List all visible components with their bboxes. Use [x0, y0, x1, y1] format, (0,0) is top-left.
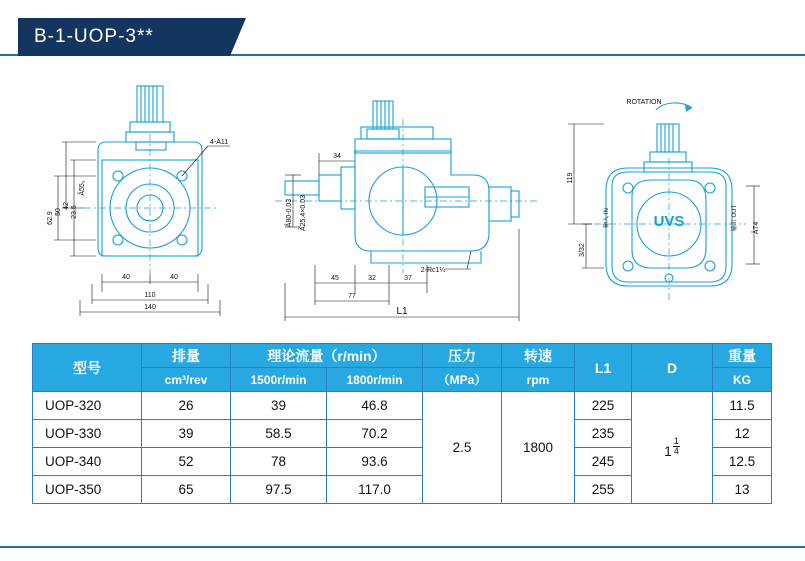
table-header-row-1	[33, 344, 772, 368]
header-arrow-shape	[230, 18, 246, 56]
svg-text:23.5: 23.5	[71, 205, 78, 219]
col-model: 型号	[33, 344, 142, 392]
cell-l1: 255	[575, 476, 632, 504]
col-pressure: 压力	[423, 344, 502, 368]
cell-model: UOP-330	[33, 420, 142, 448]
cell-displacement: 39	[142, 420, 231, 448]
svg-text:UVS: UVS	[653, 213, 685, 230]
page-title: B-1-UOP-3**	[18, 18, 230, 56]
spec-table	[32, 343, 772, 504]
svg-text:45: 45	[331, 275, 339, 282]
col-displacement-unit: cm³/rev	[142, 368, 231, 392]
d-fraction	[673, 437, 680, 456]
col-speed-unit: rpm	[502, 368, 575, 392]
svg-text:119: 119	[567, 172, 574, 184]
d-whole: 1	[664, 443, 672, 459]
col-flow: 理论流量（r/min）	[231, 344, 423, 368]
footer-divider	[0, 546, 805, 548]
svg-text:Â25.4×0.03: Â25.4×0.03	[300, 194, 307, 232]
col-flow-1800: 1800r/min	[327, 368, 423, 392]
svg-text:37: 37	[404, 275, 412, 282]
cell-displacement: 65	[142, 476, 231, 504]
cell-model: UOP-350	[33, 476, 142, 504]
svg-text:34: 34	[333, 153, 341, 160]
cell-flow-1800: 93.6	[327, 448, 423, 476]
cell-flow-1800: 117.0	[327, 476, 423, 504]
col-pressure-unit: （MPa）	[423, 368, 502, 392]
cell-l1: 225	[575, 392, 632, 420]
cell-flow-1800: 70.2	[327, 420, 423, 448]
svg-text:40: 40	[170, 274, 178, 281]
spec-table-head	[33, 344, 772, 392]
cell-weight: 13	[713, 476, 772, 504]
cell-model: UOP-320	[33, 392, 142, 420]
svg-text:2-Rc1¼: 2-Rc1¼	[420, 267, 446, 274]
svg-text:4-Ä11: 4-Ä11	[210, 139, 229, 146]
cell-flow-1500: 39	[231, 392, 327, 420]
cell-displacement: 26	[142, 392, 231, 420]
col-weight: 重量	[713, 344, 772, 368]
svg-text:32: 32	[368, 275, 376, 282]
svg-text:Â74: Â74	[753, 221, 760, 235]
cell-flow-1800: 46.8	[327, 392, 423, 420]
spec-table-body	[33, 392, 772, 504]
cell-flow-1500: 97.5	[231, 476, 327, 504]
col-displacement: 排量	[142, 344, 231, 368]
cell-weight: 12.5	[713, 448, 772, 476]
cell-flow-1500: 78	[231, 448, 327, 476]
rear-view-drawing	[560, 68, 790, 318]
svg-text:Â80-0.03: Â80-0.03	[286, 198, 293, 228]
svg-text:40: 40	[122, 274, 130, 281]
svg-text:Â55₃: Â55₃	[79, 180, 86, 196]
svg-text:ROTATION: ROTATION	[626, 99, 662, 106]
svg-text:50: 50	[55, 208, 62, 216]
cell-flow-1500: 58.5	[231, 420, 327, 448]
cell-l1: 245	[575, 448, 632, 476]
cell-l1: 235	[575, 420, 632, 448]
svg-text:110: 110	[144, 292, 156, 299]
col-l1: L1	[575, 344, 632, 392]
cell-d	[632, 392, 713, 504]
table-row	[33, 392, 772, 420]
d-denominator: 4	[673, 445, 679, 456]
cell-displacement: 52	[142, 448, 231, 476]
cell-model: UOP-340	[33, 448, 142, 476]
front-view-drawing	[40, 78, 260, 328]
cell-weight: 12	[713, 420, 772, 448]
col-speed: 转速	[502, 344, 575, 368]
cell-speed: 1800	[502, 392, 575, 504]
svg-text:3/32: 3/32	[579, 243, 586, 257]
d-numerator: 1	[673, 435, 679, 446]
cell-pressure: 2.5	[423, 392, 502, 504]
cell-weight: 11.5	[713, 392, 772, 420]
svg-text:62.9: 62.9	[47, 211, 54, 225]
svg-text:L1: L1	[396, 306, 408, 317]
svg-text:140: 140	[144, 304, 156, 311]
section-view-drawing	[275, 83, 545, 333]
col-weight-unit: KG	[713, 368, 772, 392]
svg-text:42: 42	[63, 202, 70, 210]
svg-text:输出 OUT: 输出 OUT	[732, 204, 738, 232]
col-d: D	[632, 344, 713, 392]
svg-text:77: 77	[348, 293, 356, 300]
page-header	[0, 18, 805, 56]
spec-table-wrapper	[32, 343, 772, 504]
col-flow-1500: 1500r/min	[231, 368, 327, 392]
svg-text:输入 IN: 输入 IN	[604, 208, 610, 228]
drawing-area	[0, 58, 805, 328]
